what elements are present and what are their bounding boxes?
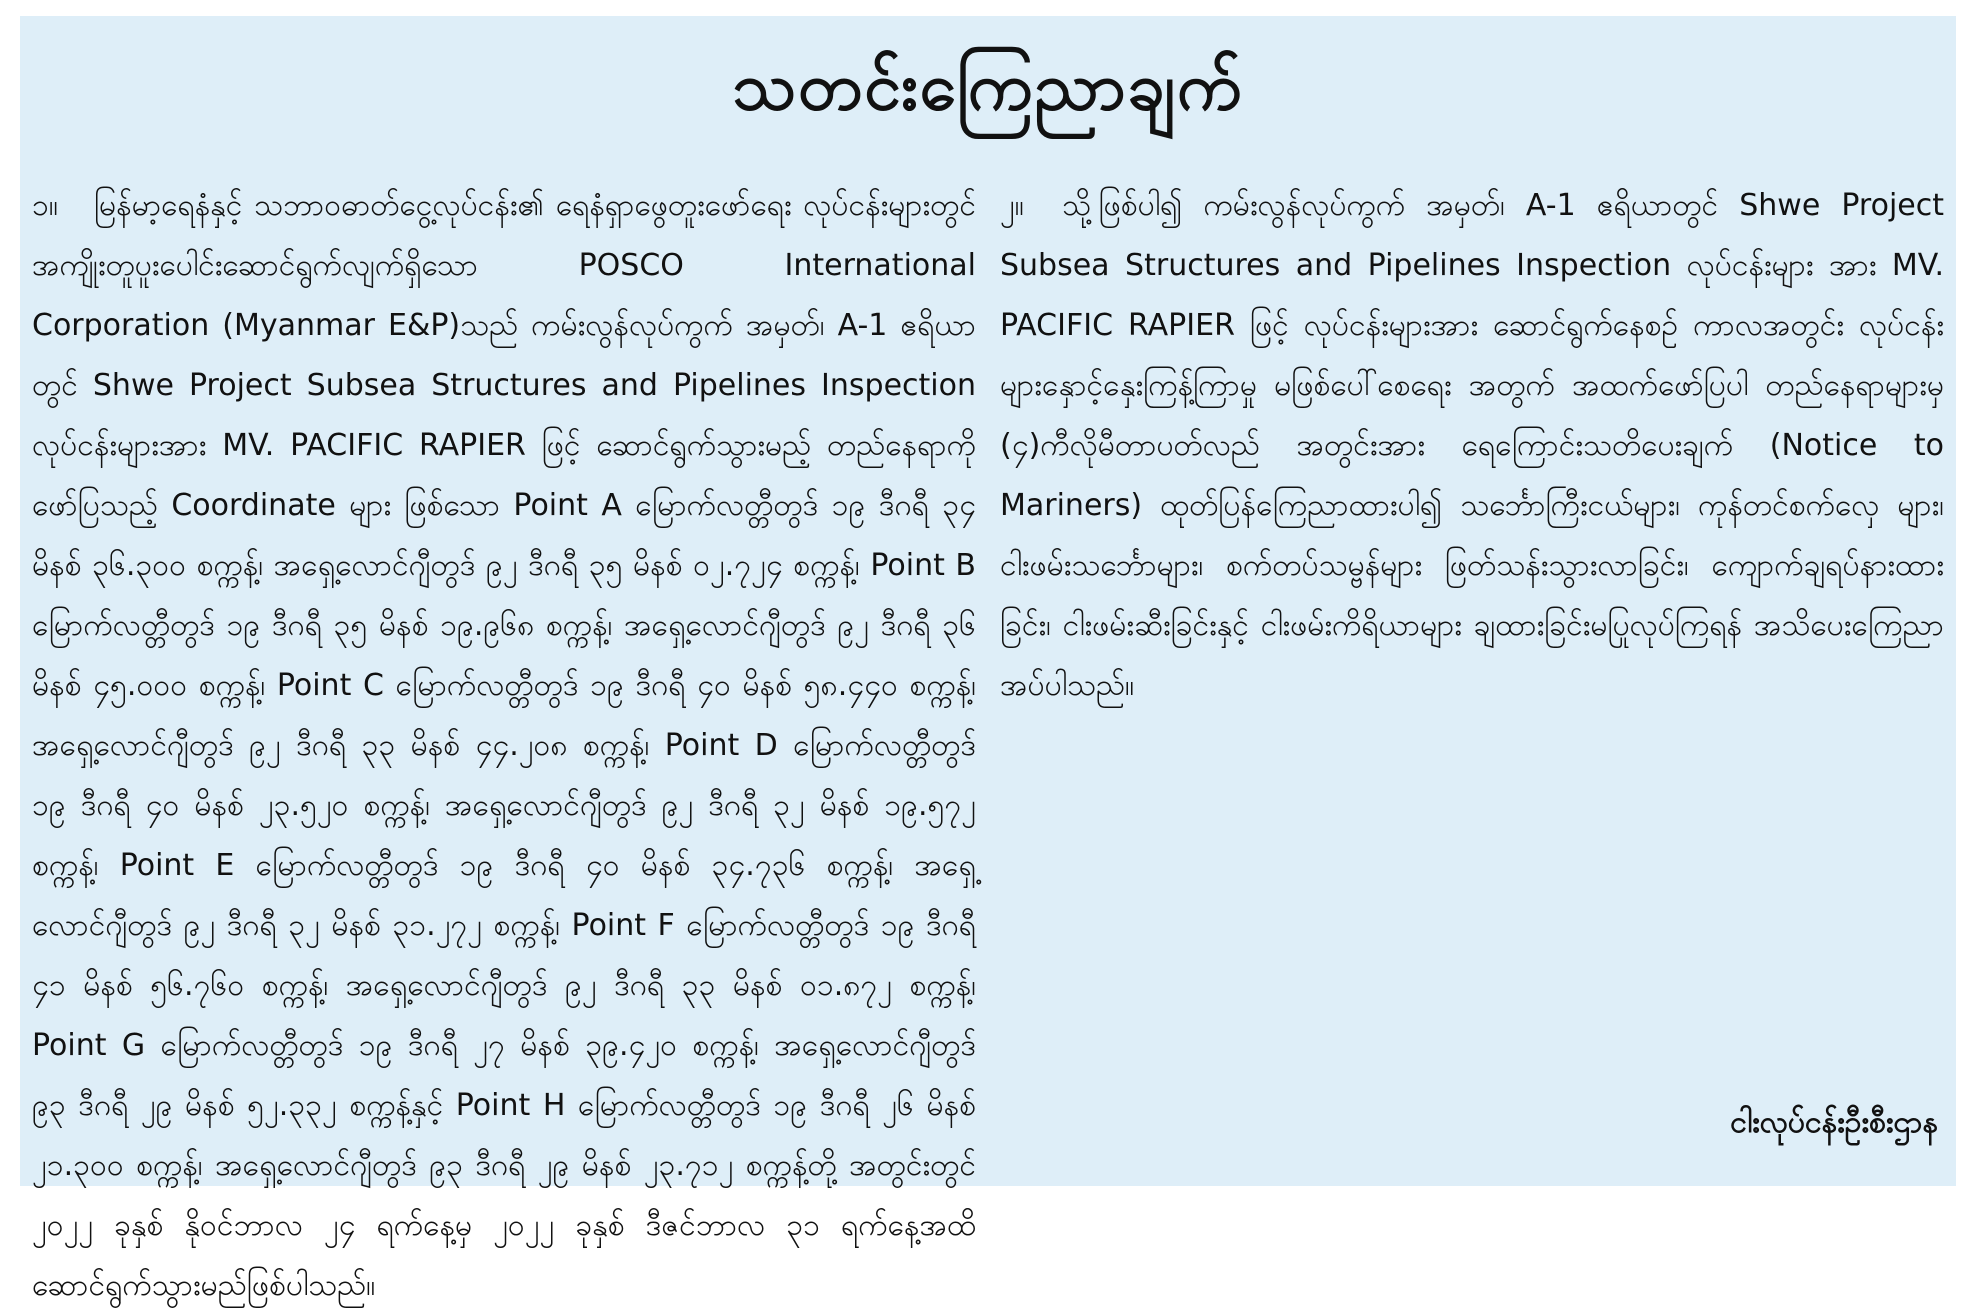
paragraph-2-number: ၂။	[1000, 188, 1024, 223]
paragraph-1-number: ၁။	[32, 188, 58, 223]
paragraph-2-text: သို့ဖြစ်ပါ၍ ကမ်းလွန်လုပ်ကွက် အမှတ်၊ A-1 ဧရိယာတွင် Shwe Project Subsea Structures and Pipelines Inspection လုပ်ငန်းများ အား MV. PACIFIC RAPIER ဖြင့် လုပ်ငန်းများအား ဆောင်ရွက်နေစဉ် ကာလအတွင်း လုပ်ငန်းများနှောင့်နှေးကြန့်ကြာမှု မဖြစ်ပေါ်စေရေး အတွက် အထက်ဖော်ပြပါ တည်နေရာများမှ (၄)ကီလိုမီတာပတ်လည် အတွင်းအား ရေကြောင်းသတိပေးချက် (Notice to Mariners) ထုတ်ပြန်ကြေညာထားပါ၍ သင်္ဘောကြီးငယ်များ၊ ကုန်တင်စက်လှေ များ၊ ငါးဖမ်းသင်္ဘောများ၊ စက်တပ်သမ္ဗန်များ ဖြတ်သန်းသွားလာခြင်း၊ ကျောက်ချရပ်နားထားခြင်း၊ ငါးဖမ်းဆီးခြင်းနှင့် ငါးဖမ်းကိရိယာများ ချထားခြင်းမပြုလုပ်ကြရန် အသိပေးကြေညာအပ်ပါသည်။	[1000, 188, 1944, 703]
issuer-signature: ငါးလုပ်ငန်းဦးစီးဌာန	[1730, 1105, 1938, 1140]
paragraph-1	[32, 176, 976, 1316]
notice-title: သတင်းကြေညာချက်	[732, 47, 1244, 125]
left-column	[32, 176, 977, 1303]
notice-box	[20, 16, 1956, 1303]
paragraph-2	[1000, 176, 1944, 716]
paragraph-1-text: မြန်မာ့ရေနံနှင့် သဘာဝဓာတ်ငွေ့လုပ်ငန်း၏ ရေနံရှာဖွေတူးဖော်ရေး လုပ်ငန်းများတွင် အကျိုးတူပူးပေါင်းဆောင်ရွက်လျက်ရှိသော POSCO International Corporation (Myanmar E&P)သည် ကမ်းလွန်လုပ်ကွက် အမှတ်၊ A-1 ဧရိယာတွင် Shwe Project Subsea Structures and Pipelines Inspection လုပ်ငန်းများအား MV. PACIFIC RAPIER ဖြင့် ဆောင်ရွက်သွားမည့် တည်နေရာကိုဖော်ပြသည့် Coordinate များ ဖြစ်သော Point A မြောက်လတ္တီတွဒ် ၁၉ ဒီဂရီ ၃၄ မိနစ် ၃၆.၃၀၀ စက္ကန့်၊ အရှေ့လောင်ဂျီတွဒ် ၉၂ ဒီဂရီ ၃၅ မိနစ် ၀၂.၇၂၄ စက္ကန့်၊ Point B မြောက်လတ္တီတွဒ် ၁၉ ဒီဂရီ ၃၅ မိနစ် ၁၉.၉၆၈ စက္ကန့်၊ အရှေ့လောင်ဂျီတွဒ် ၉၂ ဒီဂရီ ၃၆ မိနစ် ၄၅.၀၀၀ စက္ကန့်၊ Point C မြောက်လတ္တီတွဒ် ၁၉ ဒီဂရီ ၄၀ မိနစ် ၅၈.၄၄၀ စက္ကန့်၊ အရှေ့လောင်ဂျီတွဒ် ၉၂ ဒီဂရီ ၃၃ မိနစ် ၄၄.၂၀၈ စက္ကန့်၊ Point D မြောက်လတ္တီတွဒ် ၁၉ ဒီဂရီ ၄၀ မိနစ် ၂၃.၅၂၀ စက္ကန့်၊ အရှေ့လောင်ဂျီတွဒ် ၉၂ ဒီဂရီ ၃၂ မိနစ် ၁၉.၅၇၂ စက္ကန့်၊ Point E မြောက်လတ္တီတွဒ် ၁၉ ဒီဂရီ ၄၀ မိနစ် ၃၄.၇၃၆ စက္ကန့်၊ အရှေ့လောင်ဂျီတွဒ် ၉၂ ဒီဂရီ ၃၂ မိနစ် ၃၁.၂၇၂ စက္ကန့်၊ Point F မြောက်လတ္တီတွဒ် ၁၉ ဒီဂရီ ၄၁ မိနစ် ၅၆.၇၆၀ စက္ကန့်၊ အရှေ့လောင်ဂျီတွဒ် ၉၂ ဒီဂရီ ၃၃ မိနစ် ၀၁.၈၇၂ စက္ကန့်၊ Point G မြောက်လတ္တီတွဒ် ၁၉ ဒီဂရီ ၂၇ မိနစ် ၃၉.၄၂၀ စက္ကန့်၊ အရှေ့လောင်ဂျီတွဒ် ၉၃ ဒီဂရီ ၂၉ မိနစ် ၅၂.၃၃၂ စက္ကန့်နှင့် Point H မြောက်လတ္တီတွဒ် ၁၉ ဒီဂရီ ၂၆ မိနစ် ၂၁.၃၀၀ စက္ကန့်၊ အရှေ့လောင်ဂျီတွဒ် ၉၃ ဒီဂရီ ၂၉ မိနစ် ၂၃.၇၁၂ စက္ကန့်တို့ အတွင်းတွင် ၂၀၂၂ ခုနှစ် နိုဝင်ဘာလ ၂၄ ရက်နေ့မှ ၂၀၂၂ ခုနှစ် ဒီဇင်ဘာလ ၃၁ ရက်နေ့အထိ ဆောင်ရွက်သွားမည်ဖြစ်ပါသည်။	[32, 188, 977, 1303]
right-column	[1000, 176, 1944, 1166]
notice-body	[32, 176, 1944, 1303]
